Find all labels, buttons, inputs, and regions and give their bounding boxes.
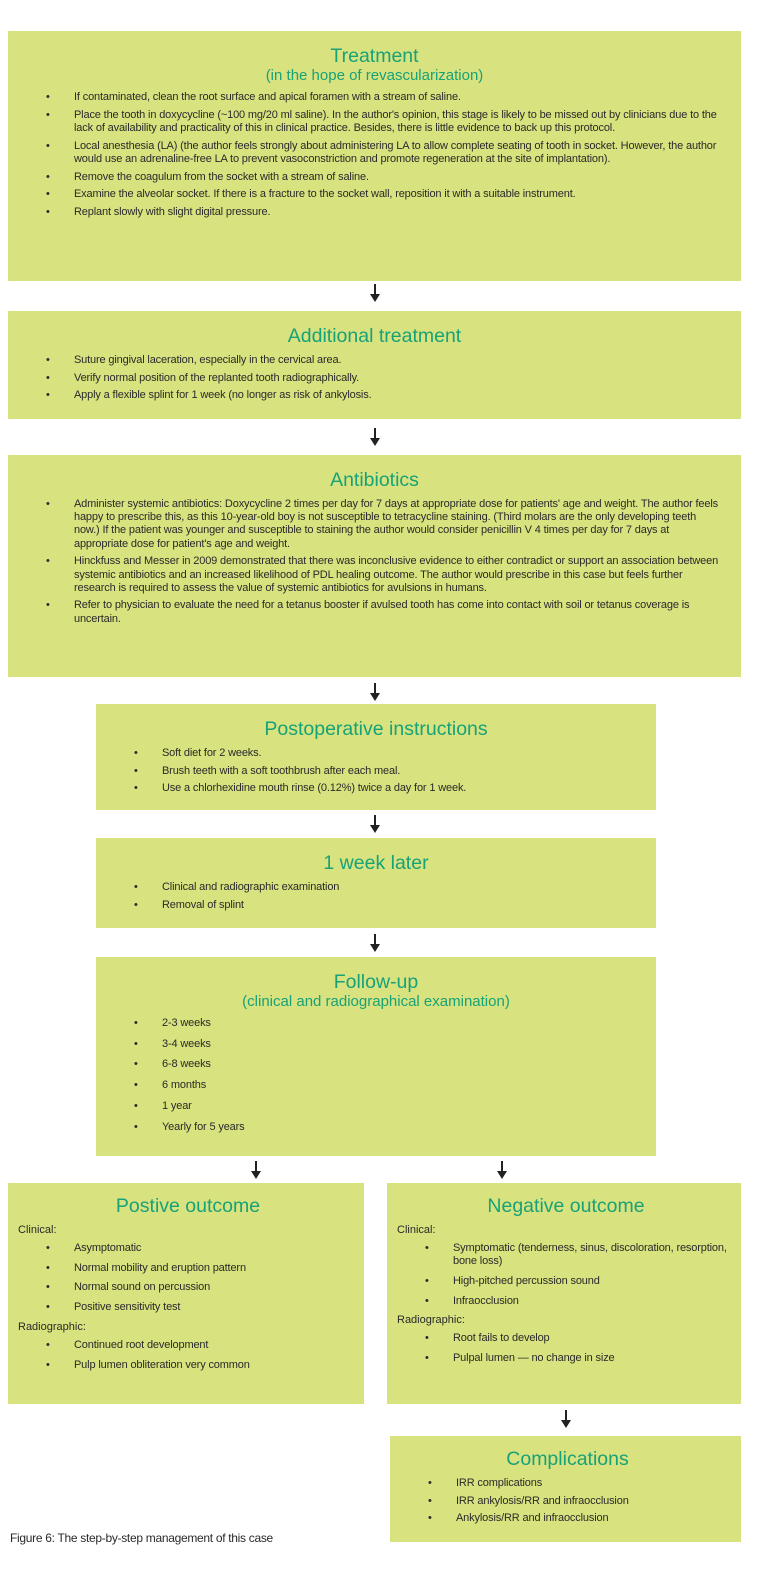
complications-box — [390, 1436, 741, 1542]
list-item: • Continued root development — [46, 1339, 350, 1352]
list-item: • High-pitched percussion sound — [425, 1275, 727, 1288]
week-later-list — [134, 881, 638, 912]
postoperative-title: Postoperative instructions — [264, 718, 488, 740]
positive-outcome-box — [8, 1183, 364, 1404]
list-item: • Removal of splint — [134, 899, 638, 912]
list-item: • Clinical and radiographic examination — [134, 881, 638, 894]
list-item: • Apply a flexible splint for 1 week (no longer as risk of ankylosis. — [46, 389, 723, 402]
treatment-box — [8, 31, 741, 281]
list-item: • Ankylosis/RR and infraocclusion — [428, 1512, 727, 1525]
list-item: • Use a chlorhexidine mouth rinse (0.12%) twice a day for 1 week. — [134, 782, 638, 795]
radiographic-label: Radiographic: — [397, 1314, 465, 1327]
negative-outcome-box — [387, 1183, 741, 1404]
list-item: • Pulp lumen obliteration very common — [46, 1359, 350, 1372]
list-item: • 1 year — [134, 1100, 638, 1113]
additional-treatment-list — [46, 354, 723, 403]
list-item: • Local anesthesia (LA) (the author feels strongly about administering LA to allow complete seating of tooth in socket. However, the author would use an adrenaline-free LA to prevent vasoconstriction and promote regeneration at the site of implantation). — [46, 140, 723, 166]
treatment-subtitle: (in the hope of revascularization) — [265, 67, 484, 84]
list-item: • Verify normal position of the replanted tooth radiographically. — [46, 372, 723, 385]
positive-outcome-list — [18, 1224, 350, 1372]
list-item: • IRR ankylosis/RR and infraocclusion — [428, 1495, 727, 1508]
complications-list — [428, 1477, 727, 1526]
treatment-title: Treatment — [330, 45, 419, 67]
list-item: • Suture gingival laceration, especially in the cervical area. — [46, 354, 723, 367]
follow-up-list — [134, 1017, 638, 1134]
list-item: • 6-8 weeks — [134, 1058, 638, 1071]
follow-up-subtitle: (clinical and radiographical examination) — [242, 993, 510, 1010]
list-item: • Asymptomatic — [46, 1242, 350, 1255]
list-item: • 6 months — [134, 1079, 638, 1092]
list-item: • 3-4 weeks — [134, 1038, 638, 1051]
list-item: • Hinckfuss and Messer in 2009 demonstrated that there was inconclusive evidence to either contradict or support an association between systemic antibiotics and an increased likelihood of PDL healing outcome. The author would prescribe in this case but feels further research is required to assess the value of systemic antibiotics for avulsions in humans. — [46, 555, 723, 595]
antibiotics-title: Antibiotics — [330, 469, 419, 491]
antibiotics-box — [8, 455, 741, 677]
list-item: • Normal mobility and eruption pattern — [46, 1262, 350, 1275]
negative-outcome-title: Negative outcome — [487, 1195, 645, 1217]
list-item: • 2-3 weeks — [134, 1017, 638, 1030]
additional-treatment-box — [8, 311, 741, 419]
list-item: • IRR complications — [428, 1477, 727, 1490]
complications-title: Complications — [506, 1448, 629, 1470]
list-item: • If contaminated, clean the root surface and apical foramen with a stream of saline. — [46, 91, 723, 104]
additional-treatment-title: Additional treatment — [287, 325, 462, 347]
figure-caption: Figure 6: The step-by-step management of this case — [10, 1531, 273, 1545]
treatment-list — [46, 91, 723, 219]
follow-up-box — [96, 957, 656, 1156]
clinical-label: Clinical: — [397, 1224, 436, 1236]
list-item: • Refer to physician to evaluate the need for a tetanus booster if avulsed tooth has come into contact with soil or tetanus coverage is uncertain. — [46, 599, 723, 625]
list-item: • Root fails to develop — [425, 1332, 727, 1345]
list-item: • Normal sound on percussion — [46, 1281, 350, 1294]
list-item: • Replant slowly with slight digital pressure. — [46, 206, 723, 219]
list-item: • Infraocclusion — [425, 1295, 727, 1308]
antibiotics-list — [46, 498, 723, 626]
positive-outcome-title: Postive outcome — [115, 1195, 261, 1217]
list-item: • Pulpal lumen — no change in size — [425, 1352, 727, 1365]
follow-up-title: Follow-up — [333, 971, 419, 993]
postoperative-list — [134, 747, 638, 796]
list-item: • Positive sensitivity test — [46, 1301, 350, 1314]
week-later-box — [96, 838, 656, 928]
negative-outcome-list — [397, 1224, 727, 1365]
week-later-title: 1 week later — [323, 852, 429, 874]
list-item: • Remove the coagulum from the socket with a stream of saline. — [46, 171, 723, 184]
list-item: • Yearly for 5 years — [134, 1121, 638, 1134]
list-item: • Place the tooth in doxycycline (~100 mg/20 ml saline). In the author's opinion, this stage is likely to be missed out by clinicians due to the lack of availability and practicality of this in clinical practice. Besides, there is little evidence to back up this protocol. — [46, 109, 723, 135]
list-item: • Soft diet for 2 weeks. — [134, 747, 638, 760]
list-item: • Brush teeth with a soft toothbrush after each meal. — [134, 765, 638, 778]
radiographic-label: Radiographic: — [18, 1320, 86, 1333]
list-item: • Administer systemic antibiotics: Doxycycline 2 times per day for 7 days at appropriate dose for patients' age and weight. The author feels happy to prescribe this, as this 10-year-old boy is not susceptible to tetracycline staining. (Third molars are the only developing teeth now.) If the patient was younger and susceptible to staining the author would consider penicillin V 4 times per day for 7 days at appropriate dose for patient's age and weight. — [46, 498, 723, 551]
list-item: • Examine the alveolar socket. If there is a fracture to the socket wall, reposition it with a suitable instrument. — [46, 188, 723, 201]
list-item: • Symptomatic (tenderness, sinus, discoloration, resorption, bone loss) — [425, 1242, 727, 1268]
postoperative-box — [96, 704, 656, 810]
clinical-label: Clinical: — [18, 1224, 57, 1236]
